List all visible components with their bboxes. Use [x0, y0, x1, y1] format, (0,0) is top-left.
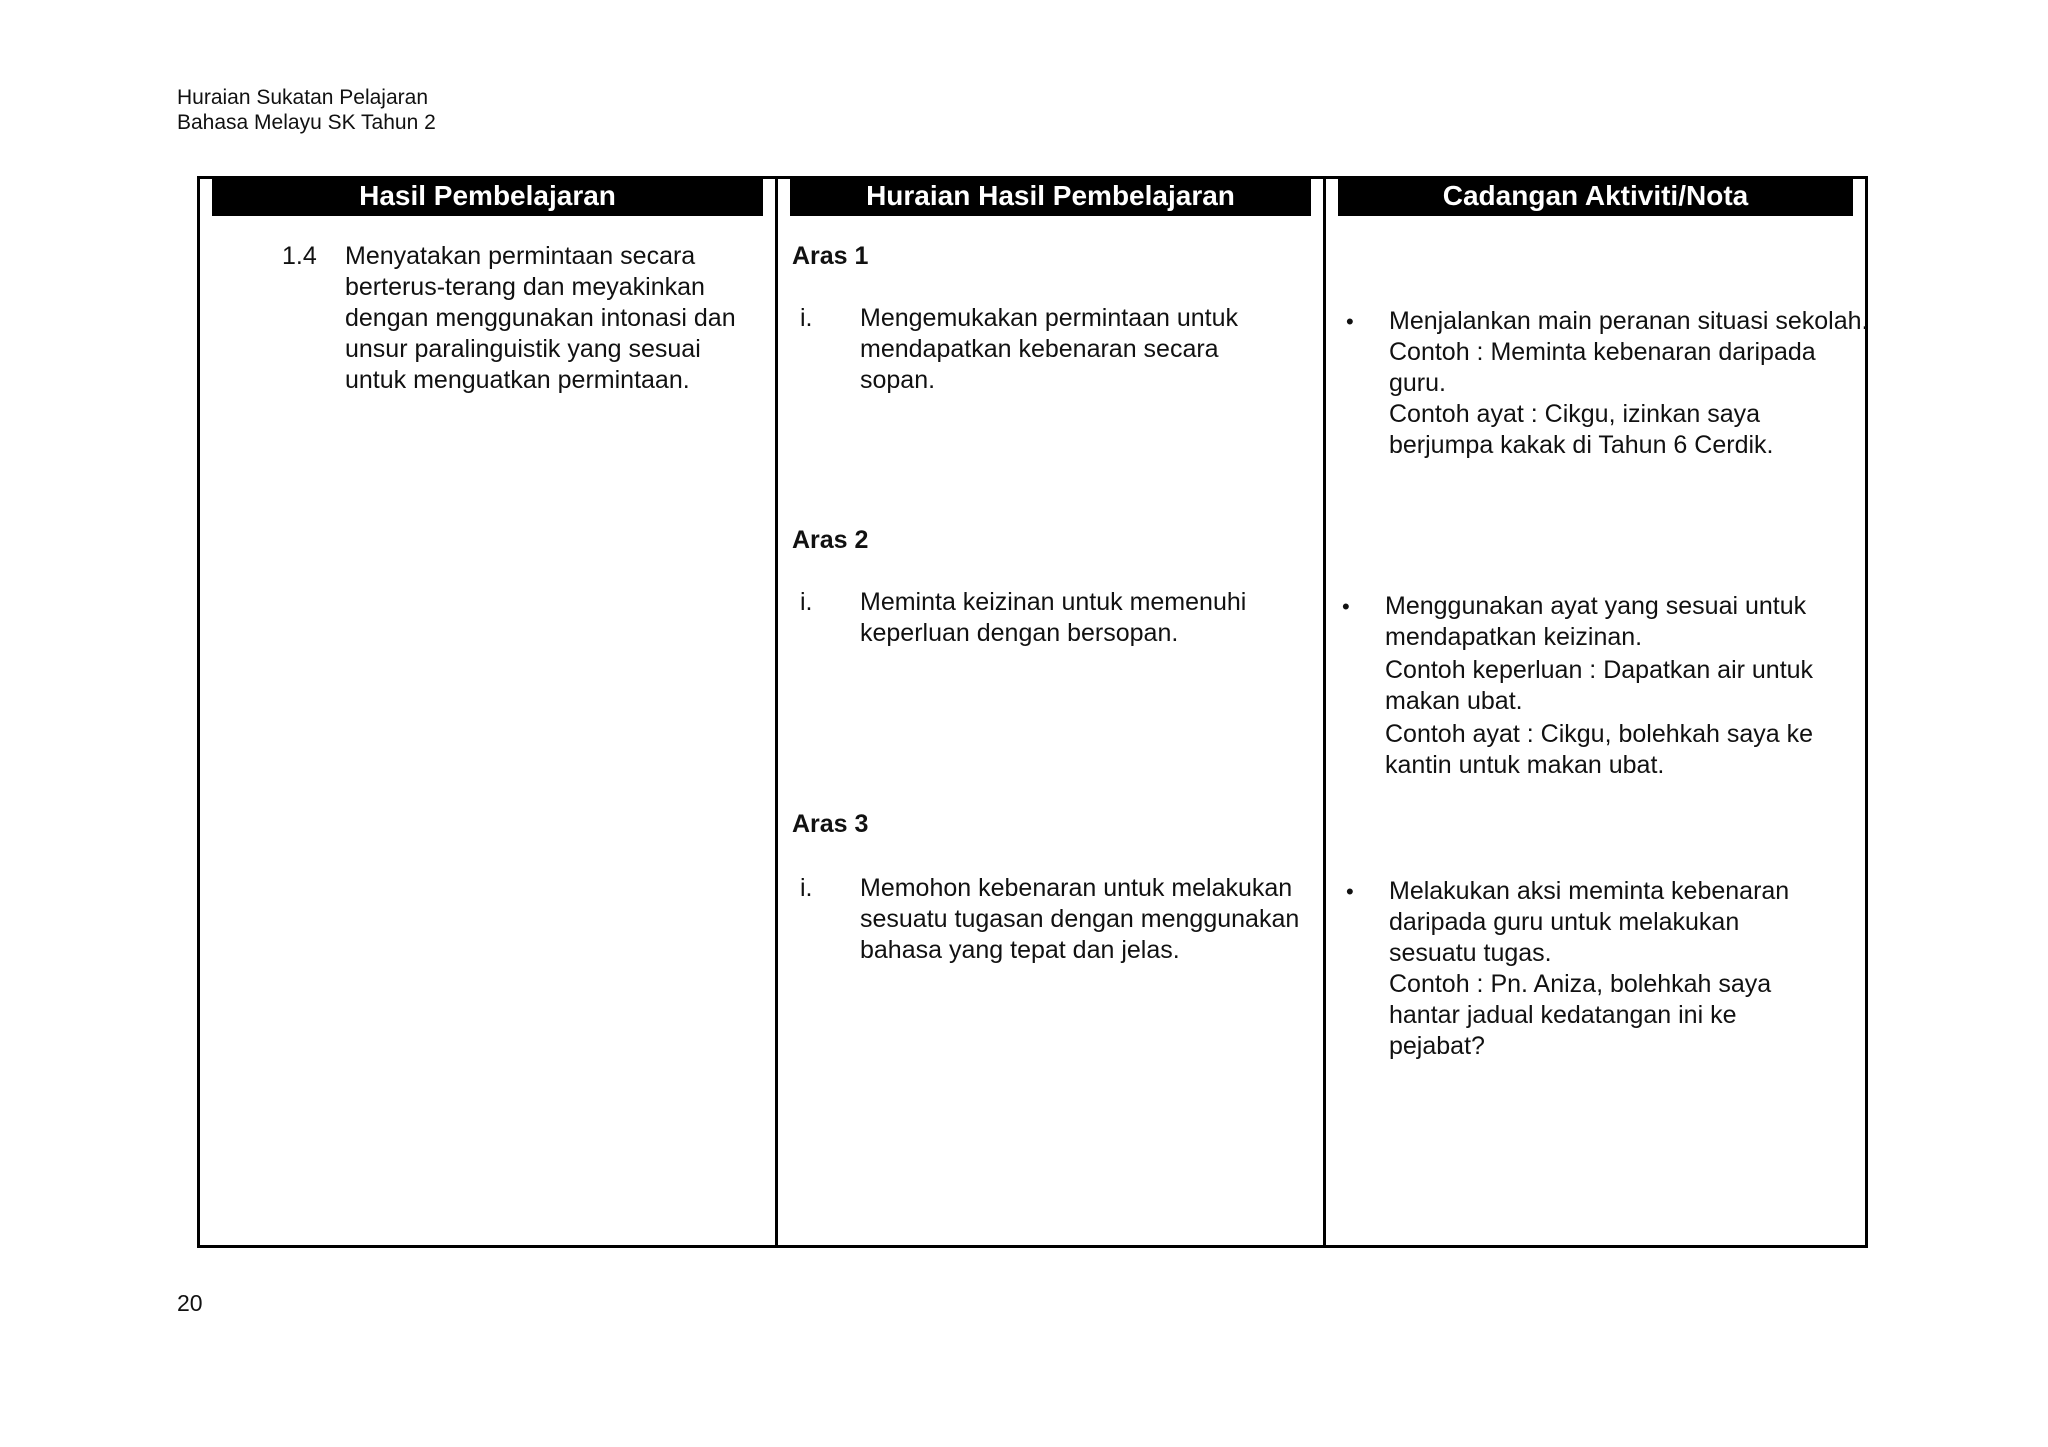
header-subtitle: Bahasa Melayu SK Tahun 2 — [177, 111, 436, 134]
level-2-description: Meminta keizinan untuk memenuhi keperluan dengan bersopan. — [860, 588, 1247, 647]
header-rule — [212, 213, 763, 216]
activity-3-main: Melakukan aksi meminta kebenaran daripada guru untuk melakukan sesuatu tugas. — [1389, 877, 1790, 967]
level-3-description: Memohon kebenaran untuk melakukan sesuatu tugasan dengan menggunakan bahasa yang tepat dan jelas. — [860, 874, 1300, 964]
activity-2-main: Menggunakan ayat yang sesuai untuk mendapatkan keizinan. — [1385, 592, 1807, 651]
activity-2-example-sentence: Contoh ayat : Cikgu, bolehkah saya ke kantin untuk makan ubat. — [1385, 720, 1814, 779]
page-number: 20 — [177, 1290, 203, 1316]
level-1-label: Aras 1 — [792, 242, 869, 270]
level-1-marker: i. — [800, 304, 813, 332]
activity-3-example: Contoh : Pn. Aniza, bolehkah saya hantar jadual kedatangan ini ke pejabat? — [1389, 970, 1772, 1060]
outcome-number: 1.4 — [282, 242, 317, 270]
level-3-marker: i. — [800, 874, 813, 902]
level-1-description: Mengemukakan permintaan untuk mendapatkan kebenaran secara sopan. — [860, 304, 1239, 394]
level-2-marker: i. — [800, 588, 813, 616]
column-header-learning-outcome: Hasil Pembelajaran — [212, 179, 763, 213]
syllabus-table — [197, 176, 1868, 1248]
column-learning-outcome — [200, 179, 778, 1245]
activity-1-main: Menjalankan main peranan situasi sekolah. — [1389, 307, 1869, 335]
activity-3 — [1389, 876, 1809, 1062]
column-header-activity-notes: Cadangan Aktiviti/Nota — [1338, 179, 1853, 213]
column-activity-notes — [1326, 179, 1869, 1245]
column-header-outcome-description: Huraian Hasil Pembelajaran — [790, 179, 1311, 213]
level-3-label: Aras 3 — [792, 810, 869, 838]
column-outcome-description — [778, 179, 1326, 1245]
document-header — [177, 85, 436, 135]
bullet-icon: • — [1346, 879, 1354, 904]
activity-2 — [1385, 591, 1865, 781]
bullet-icon: • — [1342, 594, 1350, 619]
header-rule — [790, 213, 1311, 216]
level-2-label: Aras 2 — [792, 526, 869, 554]
activity-1-example-sentence: Contoh ayat : Cikgu, izinkan saya berjumpa kakak di Tahun 6 Cerdik. — [1389, 400, 1774, 459]
activity-2-example: Contoh keperluan : Dapatkan air untuk makan ubat. — [1385, 656, 1814, 715]
outcome-text: Menyatakan permintaan secara berterus-terang dan meyakinkan dengan menggunakan intonasi dan unsur paralinguistik yang sesuai untuk menguatkan permintaan. — [345, 242, 736, 394]
activity-1 — [1389, 306, 1869, 461]
activity-1-example: Contoh : Meminta kebenaran daripada guru. — [1389, 338, 1816, 397]
header-rule — [1338, 213, 1853, 216]
bullet-icon: • — [1346, 309, 1354, 334]
header-title: Huraian Sukatan Pelajaran — [177, 86, 428, 109]
